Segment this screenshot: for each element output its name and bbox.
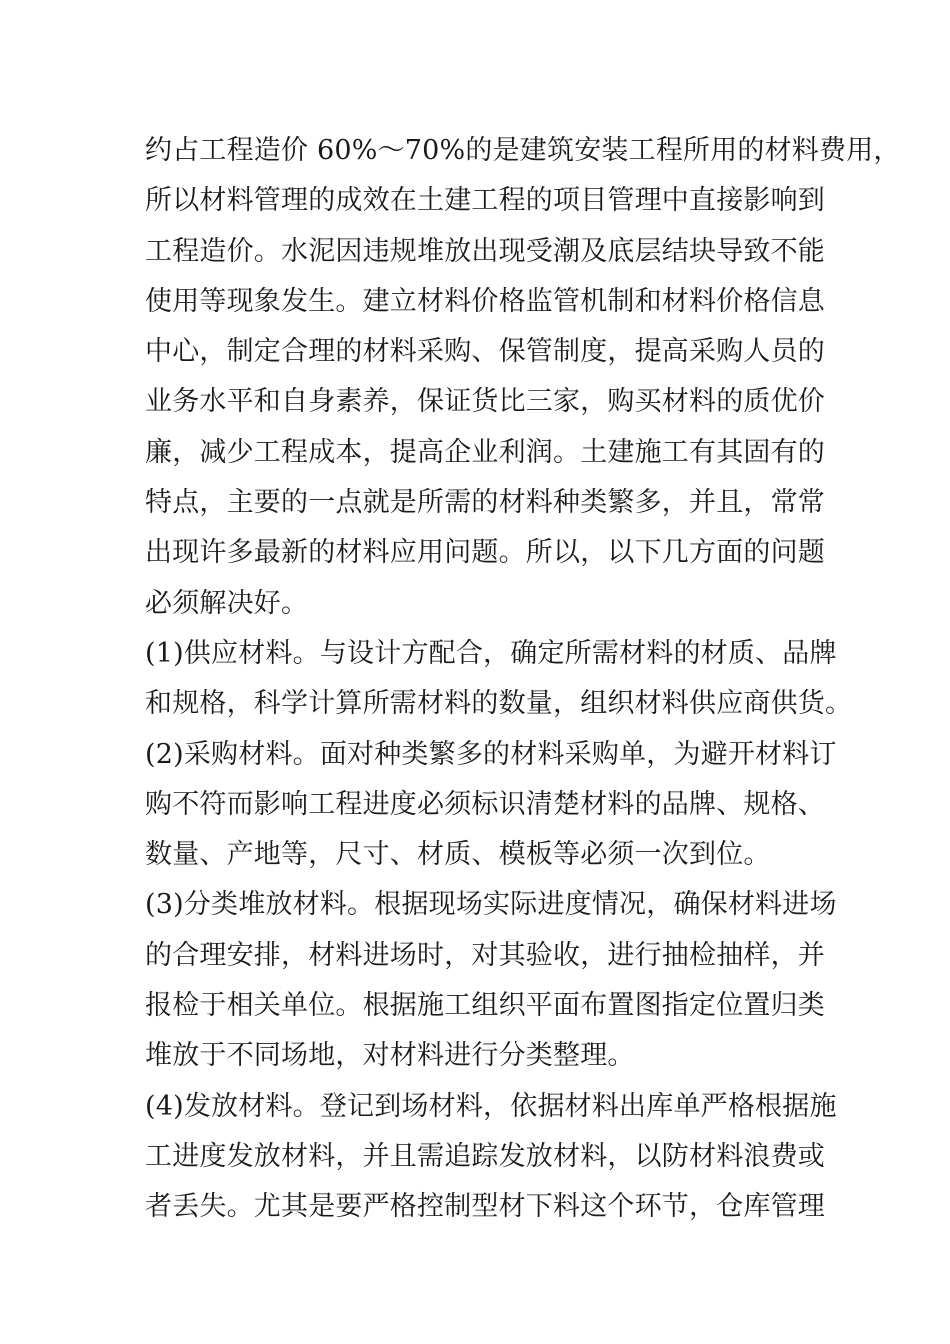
text-line: 约占工程造价 60%～70%的是建筑安装工程所用的材料费用， xyxy=(145,135,901,166)
text-line: 必须解决好。 xyxy=(145,587,309,619)
text-line: 使用等现象发生。建立材料价格监管机制和材料价格信息 xyxy=(145,285,825,317)
text-line: 和规格，科学计算所需材料的数量，组织材料供应商供货。 xyxy=(145,688,853,720)
text-line: 工进度发放材料，并且需追踪发放材料，以防材料浪费或 xyxy=(145,1140,825,1172)
list-item-3: (3)分类堆放材料。根据现场实际进度情况，确保材料进场 xyxy=(145,889,837,921)
text-line: 购不符而影响工程进度必须标识清楚材料的品牌、规格、 xyxy=(145,788,825,820)
list-item-1: (1)供应材料。与设计方配合，确定所需材料的材质、品牌 xyxy=(145,637,837,669)
text-line: 所以材料管理的成效在土建工程的项目管理中直接影响到 xyxy=(145,185,825,217)
text-line: 特点，主要的一点就是所需的材料种类繁多，并且，常常 xyxy=(145,487,825,519)
text-line: 工程造价。水泥因违规堆放出现受潮及底层结块导致不能 xyxy=(145,235,825,267)
text-line: 者丢失。尤其是要严格控制型材下料这个环节，仓库管理 xyxy=(145,1191,825,1223)
text-line: 报检于相关单位。根据施工组织平面布置图指定位置归类 xyxy=(145,990,825,1022)
text-line: 中心，制定合理的材料采购、保管制度，提高采购人员的 xyxy=(145,336,825,368)
text-line: 堆放于不同场地，对材料进行分类整理。 xyxy=(145,1040,635,1072)
list-item-2: (2)采购材料。面对种类繁多的材料采购单，为避开材料订 xyxy=(145,738,837,770)
text-line: 数量、产地等，尺寸、材质、模板等必须一次到位。 xyxy=(145,839,771,871)
text-line: 出现许多最新的材料应用问题。所以，以下几方面的问题 xyxy=(145,537,825,569)
list-item-4: (4)发放材料。登记到场材料，依据材料出库单严格根据施 xyxy=(145,1090,837,1122)
body-text xyxy=(145,131,901,1238)
text-line: 的合理安排，材料进场时，对其验收，进行抽检抽样，并 xyxy=(145,939,825,971)
text-line: 业务水平和自身素养，保证货比三家，购买材料的质优价 xyxy=(145,386,825,418)
text-line: 廉，减少工程成本，提高企业利润。土建施工有其固有的 xyxy=(145,436,825,468)
